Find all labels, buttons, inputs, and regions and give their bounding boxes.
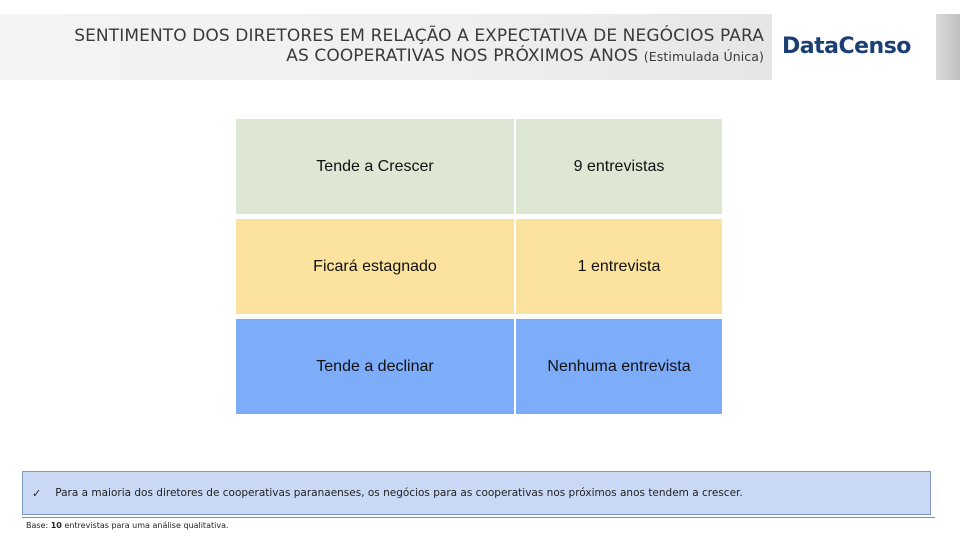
row-value: 1 entrevista: [577, 257, 661, 275]
base-rest: entrevistas para uma análise qualitativa.: [64, 521, 229, 530]
results-table: [236, 119, 722, 414]
row-value: Nenhuma entrevista: [547, 357, 691, 375]
base-count: 10: [50, 521, 62, 530]
row-value: 9 entrevistas: [573, 157, 665, 175]
base-prefix: Base:: [26, 521, 49, 530]
title-suffix: (Estimulada Única): [643, 49, 764, 64]
row-label: Tende a declinar: [236, 319, 516, 414]
table-row-grow: [236, 119, 722, 214]
row-label: Tende a Crescer: [236, 119, 516, 214]
header-right-bar: [936, 14, 960, 80]
logo-wordmark: DataCenso: [782, 33, 911, 59]
title-line-2-text: AS COOPERATIVAS NOS PRÓXIMOS ANOS: [286, 46, 639, 66]
title-line-2: [0, 46, 764, 67]
divider: [22, 517, 935, 518]
table-row-stagnant: [236, 219, 722, 314]
base-footnote: [26, 521, 229, 530]
table-row-decline: [236, 319, 722, 414]
conclusion-note: [22, 471, 931, 515]
datacenso-logo: [782, 26, 911, 66]
page-title: [0, 26, 764, 67]
row-label: Ficará estagnado: [236, 219, 516, 314]
checkmark-icon: ✓: [32, 486, 42, 500]
title-line-1: SENTIMENTO DOS DIRETORES EM RELAÇÃO A EXPECTATIVA DE NEGÓCIOS PARA: [74, 26, 764, 46]
note-text: Para a maioria dos diretores de cooperativas paranaenses, os negócios para as cooperativas nos próximos anos tendem a crescer.: [55, 487, 743, 499]
